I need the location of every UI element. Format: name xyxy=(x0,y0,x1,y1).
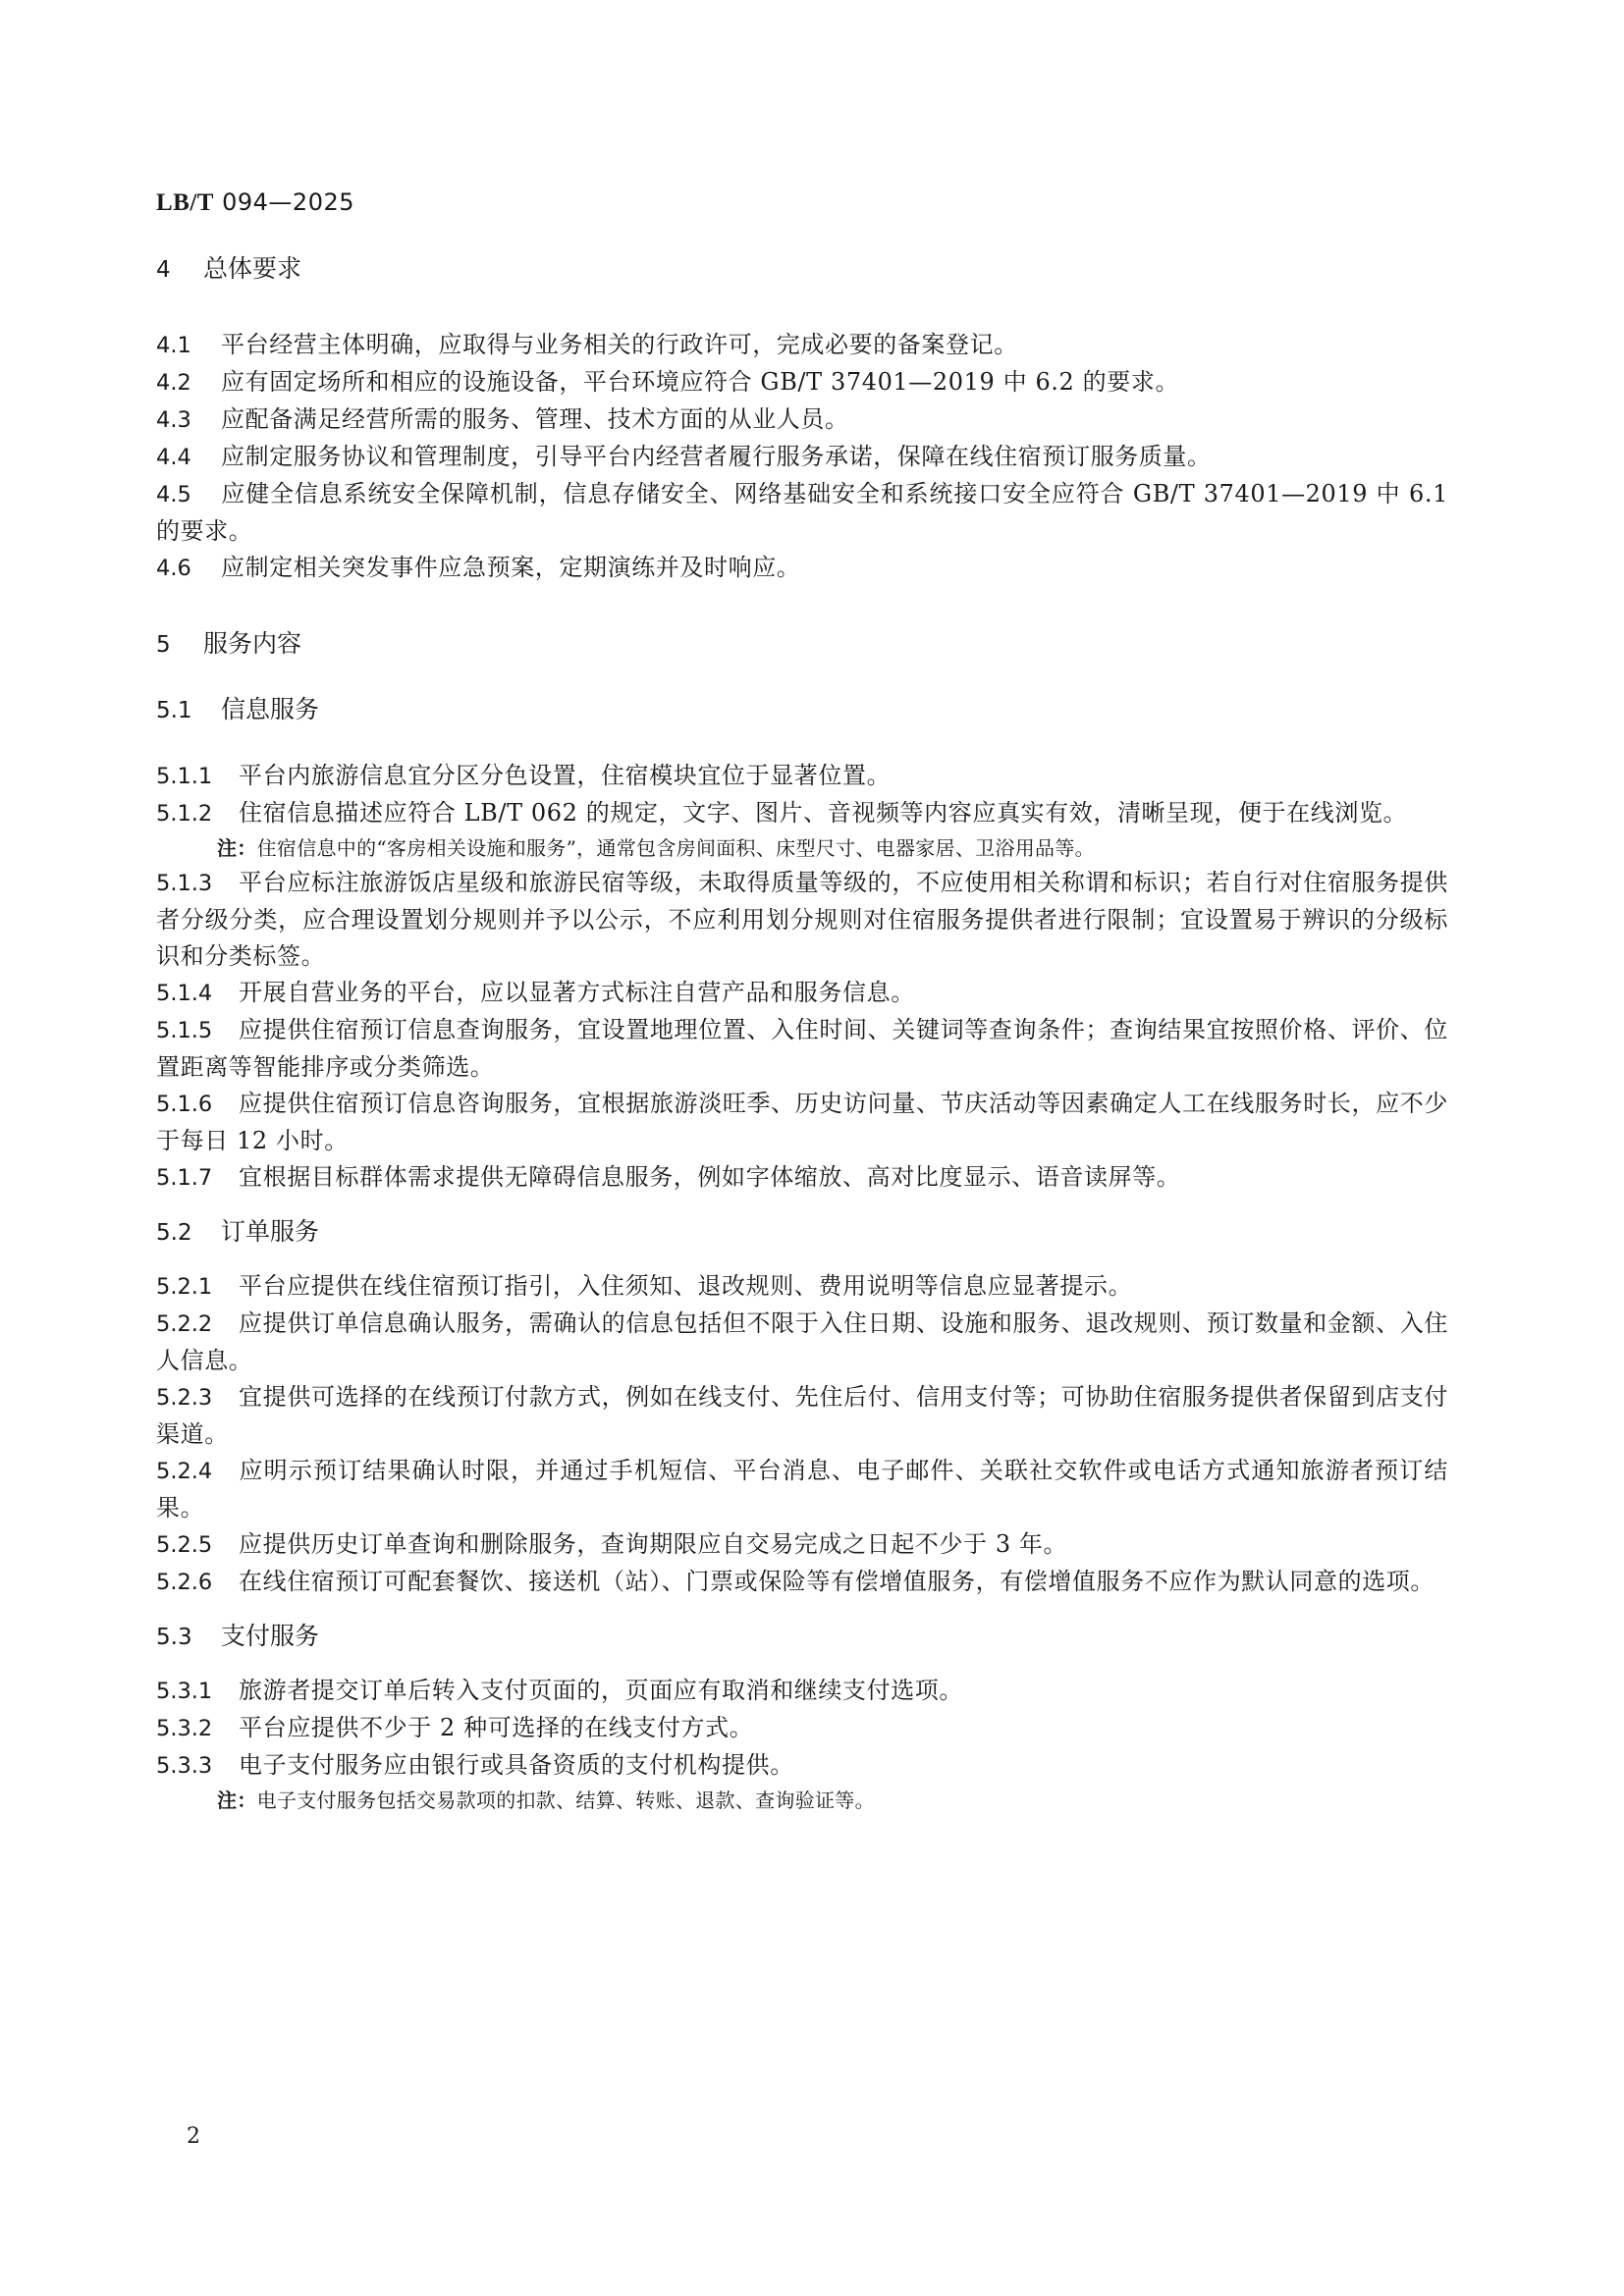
section-4-title: 4 总体要求 xyxy=(156,254,302,283)
clause-5-2-2: 5.2.2 应提供订单信息确认服务，需确认的信息包括但不限于入住日期、设施和服务、退改规则、预订数量和金额、入住人信息。 xyxy=(156,1309,1448,1374)
clause-5-2-6: 5.2.6 在线住宿预订可配套餐饮、接送机（站）、门票或保险等有偿增值服务，有偿增值服务不应作为默认同意的选项。 xyxy=(156,1568,1435,1595)
clause-5-2-3: 5.2.3 宜提供可选择的在线预订付款方式，例如在线支付、先住后付、信用支付等；可协助住宿服务提供者保留到店支付渠道。 xyxy=(156,1383,1448,1448)
standard-prefix: LB/T xyxy=(156,189,214,216)
clause-5-1-3: 5.1.3 平台应标注旅游饭店星级和旅游民宿等级，未取得质量等级的，不应使用相关称谓和标识；若自行对住宿服务提供者分级分类，应合理设置划分规则并予以公示，不应利用划分规则对住宿服务提供者进行限制；宜设置易于辨识的分级标识和分类标签。 xyxy=(156,869,1448,970)
clause-5-3-2: 5.3.2 平台应提供不少于 2 种可选择的在线支付方式。 xyxy=(156,1714,754,1741)
clause-5-3-1: 5.3.1 旅游者提交订单后转入支付页面的，页面应有取消和继续支付选项。 xyxy=(156,1677,963,1704)
page-content xyxy=(156,251,1448,1817)
section-5-3-title: 5.3 支付服务 xyxy=(156,1622,320,1650)
clause-5-1-7: 5.1.7 宜根据目标群体需求提供无障碍信息服务，例如字体缩放、高对比度显示、语音读屏等。 xyxy=(156,1163,1181,1191)
clause-4-1: 4.1 平台经营主体明确，应取得与业务相关的行政许可，完成必要的备案登记。 xyxy=(156,331,1018,358)
standard-code-header xyxy=(156,188,354,217)
note-5-1: 注：住宿信息中的“客房相关设施和服务”，通常包含房间面积、床型尺寸、电器家居、卫浴用品等。 xyxy=(217,836,1095,860)
clause-4-2: 4.2 应有固定场所和相应的设施设备，平台环境应符合 GB/T 37401—2019 中 6.2 的要求。 xyxy=(156,368,1180,396)
clause-5-1-6: 5.1.6 应提供住宿预订信息咨询服务，宜根据旅游淡旺季、历史访问量、节庆活动等因素确定人工在线服务时长，应不少于每日 12 小时。 xyxy=(156,1090,1448,1154)
clause-5-1-2: 5.1.2 住宿信息描述应符合 LB/T 062 的规定，文字、图片、音视频等内容应真实有效，清晰呈现，便于在线浏览。 xyxy=(156,799,1408,827)
section-5-title: 5 服务内容 xyxy=(156,629,302,658)
section-5-2-title: 5.2 订单服务 xyxy=(156,1217,320,1246)
clause-5-2-4: 5.2.4 应明示预订结果确认时限，并通过手机短信、平台消息、电子邮件、关联社交软件或电话方式通知旅游者预订结果。 xyxy=(156,1457,1448,1522)
page-number: 2 xyxy=(187,2124,200,2149)
section-5-1-title: 5.1 信息服务 xyxy=(156,695,320,723)
clause-4-3: 4.3 应配备满足经营所需的服务、管理、技术方面的从业人员。 xyxy=(156,405,849,433)
clause-5-2-1: 5.2.1 平台应提供在线住宿预订指引，入住须知、退改规则、费用说明等信息应显著提示。 xyxy=(156,1272,1133,1300)
clause-5-1-5: 5.1.5 应提供住宿预订信息查询服务，宜设置地理位置、入住时间、关键词等查询条件；查询结果宜按照价格、评价、位置距离等智能排序或分类筛选。 xyxy=(156,1016,1448,1081)
clause-4-4: 4.4 应制定服务协议和管理制度，引导平台内经营者履行服务承诺，保障在线住宿预订服务质量。 xyxy=(156,443,1212,470)
clause-5-1-1: 5.1.1 平台内旅游信息宜分区分色设置，住宿模块宜位于显著位置。 xyxy=(156,762,892,789)
note-5-3: 注：电子支付服务包括交易款项的扣款、结算、转账、退款、查询验证等。 xyxy=(217,1789,875,1812)
clause-5-2-5: 5.2.5 应提供历史订单查询和删除服务，查询期限应自交易完成之日起不少于 3 年。 xyxy=(156,1530,1068,1558)
clause-4-6: 4.6 应制定相关突发事件应急预案，定期演练并及时响应。 xyxy=(156,554,801,581)
clause-5-1-4: 5.1.4 开展自营业务的平台，应以显著方式标注自营产品和服务信息。 xyxy=(156,979,915,1006)
clause-4-5: 4.5 应健全信息系统安全保障机制，信息存储安全、网络基础安全和系统接口安全应符合 GB/T 37401—2019 中 6.1 的要求。 xyxy=(156,480,1448,545)
standard-number: 094—2025 xyxy=(222,188,355,216)
clause-5-3-3: 5.3.3 电子支付服务应由银行或具备资质的支付机构提供。 xyxy=(156,1751,794,1779)
